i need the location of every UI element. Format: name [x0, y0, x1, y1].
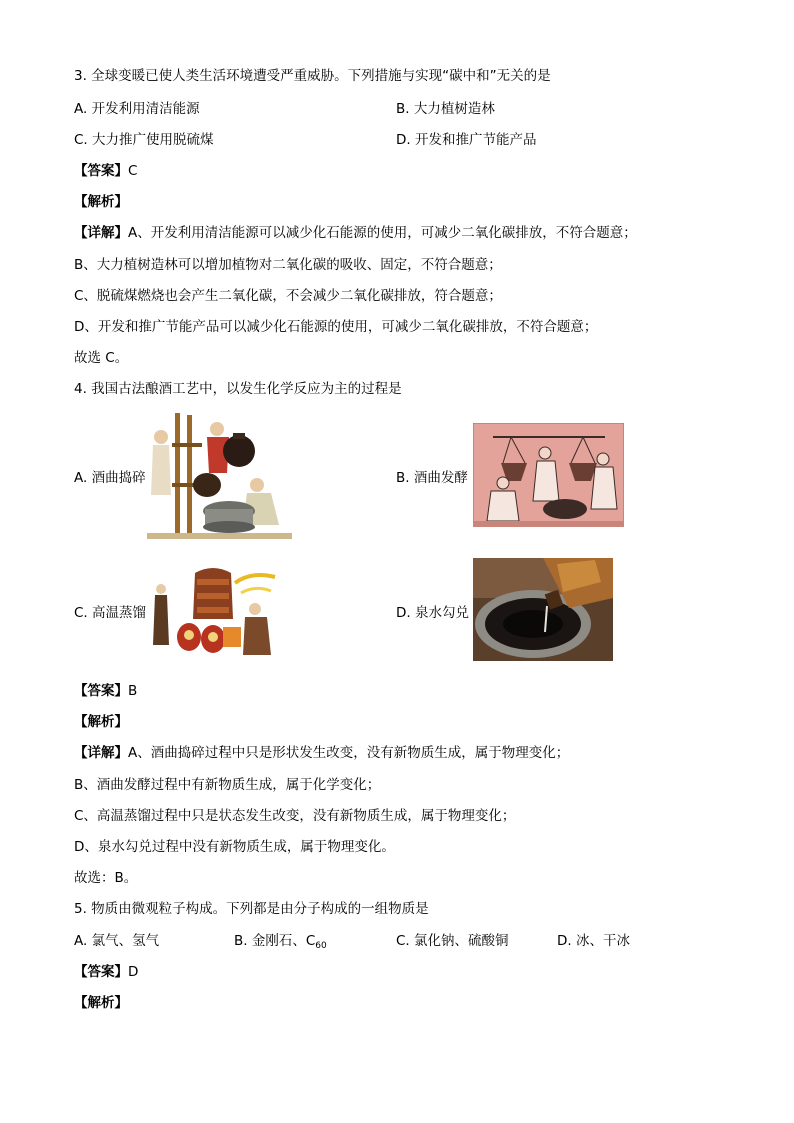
q4-option-b: B. 酒曲发酵	[396, 470, 468, 486]
answer-value: C	[128, 163, 138, 179]
q3-detail-line-3: C、脱硫煤燃烧也会产生二氧化碳，不会减少二氧化碳排放，符合题意；	[74, 288, 502, 304]
q3-detail-line-4: D、开发和推广节能产品可以减少化石能源的使用，可减少二氧化碳排放，不符合题意；	[74, 319, 598, 335]
answer-tag: 【答案】	[74, 964, 128, 980]
q3-option-b: B. 大力植树造林	[396, 101, 495, 117]
q3-option-c: C. 大力推广使用脱硫煤	[74, 132, 214, 148]
q5-option-c: C. 氯化钠、硫酸铜	[396, 933, 509, 949]
answer-tag: 【答案】	[74, 683, 128, 699]
option-text: B. 金刚石、C	[234, 933, 316, 949]
q5-option-d: D. 冰、干冰	[557, 933, 630, 949]
detail-text: A、酒曲捣碎过程中只是形状发生改变，没有新物质生成，属于物理变化；	[128, 745, 570, 761]
answer-value: D	[128, 964, 139, 980]
q4-conclusion: 故选：B。	[74, 870, 138, 886]
q4-option-a: A. 酒曲捣碎	[74, 470, 146, 486]
q4-option-d: D. 泉水勾兑	[396, 605, 469, 621]
q3-option-d: D. 开发和推广节能产品	[396, 132, 537, 148]
q3-detail-line-2: B、大力植树造林可以增加植物对二氧化碳的吸收、固定，不符合题意；	[74, 257, 502, 273]
q4-answer	[74, 682, 137, 700]
question-5-stem: 5. 物质由微观粒子构成。下列都是由分子构成的一组物质是	[74, 901, 429, 917]
q4-detail-line-1	[74, 744, 569, 762]
question-3-stem: 3. 全球变暖已使人类生活环境遭受严重威胁。下列措施与实现“碳中和”无关的是	[74, 68, 551, 84]
subscript: 60	[315, 941, 327, 951]
q3-analysis-tag: 【解析】	[74, 194, 128, 210]
q4-detail-line-3: C、高温蒸馏过程中只是状态发生改变，没有新物质生成，属于物理变化；	[74, 808, 516, 824]
q5-option-b	[234, 932, 327, 955]
q4-option-c: C. 高温蒸馏	[74, 605, 147, 621]
q3-answer	[74, 162, 137, 180]
q3-conclusion: 故选 C。	[74, 350, 129, 366]
answer-value: B	[128, 683, 138, 699]
q4-detail-line-4: D、泉水勾兑过程中没有新物质生成，属于物理变化。	[74, 839, 395, 855]
grinding-illustration	[147, 413, 292, 539]
q5-analysis-tag: 【解析】	[74, 995, 128, 1011]
q5-option-a: A. 氯气、氢气	[74, 933, 160, 949]
blending-photo	[473, 558, 613, 661]
fermentation-illustration	[473, 423, 624, 527]
q4-detail-line-2: B、酒曲发酵过程中有新物质生成，属于化学变化；	[74, 777, 381, 793]
distillation-illustration	[151, 563, 283, 661]
question-4-stem: 4. 我国古法酿酒工艺中，以发生化学反应为主的过程是	[74, 381, 402, 397]
detail-text: A、开发利用清洁能源可以减少化石能源的使用，可减少二氧化碳排放，不符合题意；	[128, 225, 637, 241]
detail-tag: 【详解】	[74, 745, 128, 761]
detail-tag: 【详解】	[74, 225, 128, 241]
q5-answer	[74, 963, 138, 981]
q3-detail-line-1	[74, 224, 637, 242]
q4-analysis-tag: 【解析】	[74, 714, 128, 730]
q3-option-a: A. 开发利用清洁能源	[74, 101, 200, 117]
answer-tag: 【答案】	[74, 163, 128, 179]
